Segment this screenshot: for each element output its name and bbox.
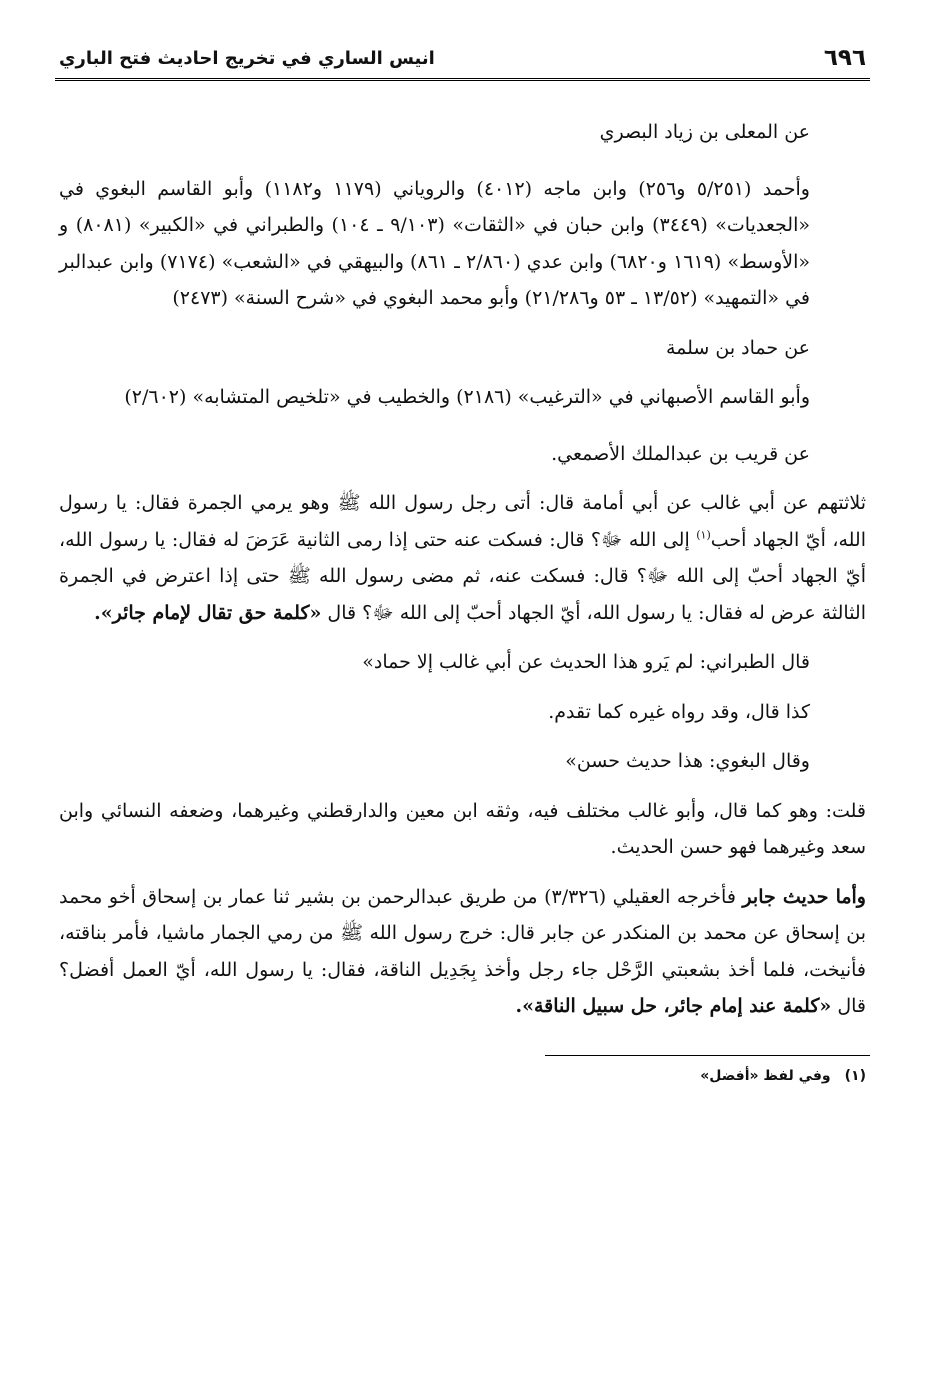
footnote [55, 1068, 870, 1084]
running-header [55, 40, 870, 76]
baghawi-comment: وقال البغوي: هذا حديث حسن» [565, 750, 810, 772]
footnote-text: وفي لفظ «أفضل» [700, 1067, 831, 1084]
hadith-text-part-2: إلى الله ﷻ؟ قال: فسكت عنه حتى إذا رمى الثانية عَرَضَ له فقال: يا رسول الله، أيّ الجهاد أحبّ إلى الله ﷻ؟ قال: فسكت عنه، ثم مضى رسول الله ﷺ حتى إذا اعترض في الجمرة الثالثة عرض له فقال: يا رسول الله، أيّ الجهاد أحبّ إلى الله ﷻ؟ قال [59, 528, 866, 624]
footnote-ref: (١) [696, 528, 711, 542]
jabir-text: فأخرجه العقيلي (٣/٣٢٦) من طريق عبدالرحمن بن بشير ثنا عمار بن إسحاق أخو محمد بن إسحاق عن محمد بن المنكدر عن جابر قال: خرج رسول الله ﷺ من رمي الجمار ماشيا، فأمر بناقته، فأنيخت، فلما أخذ بشعبتي الرَّحْل جاء رجل وأخذ بِجَدِيل الناقة، فقال: يا رسول الله، أيّ العمل أفضل؟ قال [59, 885, 866, 1017]
grading-paragraph: قلت: وهو كما قال، وأبو غالب مختلف فيه، وثقه ابن معين والدارقطني وغيرهما، وضعفه النسائي وابن سعد وغيرهما فهو حسن الحديث. [59, 799, 866, 858]
footnote-rule [545, 1055, 870, 1056]
narrator-line-2: عن حماد بن سلمة [665, 336, 810, 359]
tabarani-comment: قال الطبراني: لم يَرو هذا الحديث عن أبي غالب إلا حماد» [362, 651, 810, 673]
footnote-number: (١) [844, 1067, 866, 1084]
page [55, 40, 870, 1084]
jabir-text-bold: «كلمة عند إمام جائر، حل سبيل الناقة». [515, 995, 832, 1017]
sources-paragraph-2: وأبو القاسم الأصبهاني في «الترغيب» (٢١٨٦) والخطيب في «تلخيص المتشابه» (٢/٦٠٢) [124, 386, 810, 408]
hadith-text-part-1: ثلاثتهم عن أبي غالب عن أبي أمامة قال: أتى رجل رسول الله ﷺ وهو يرمي الجمرة فقال: يا رسول الله، أيّ الجهاد أحب [59, 492, 866, 551]
jabir-heading: وأما حديث جابر [742, 885, 866, 908]
hadith-text-bold: «كلمة حق تقال لإمام جائر». [94, 601, 322, 624]
page-number: ٦٩٦ [823, 45, 866, 71]
sources-paragraph-1: وأحمد (٥/٢٥١ و٢٥٦) وابن ماجه (٤٠١٢) والروياني (١١٧٩ و١١٨٢) وأبو القاسم البغوي في «الجعديات» (٣٤٤٩) وابن حبان في «الثقات» (٩/١٠٣ ـ ١٠٤) والطبراني في «الكبير» (٨٠٨١) و «الأوسط» (١٦١٩ و٦٨٢٠) وابن عدي (٢/٨٦٠ ـ ٨٦١) والبيهقي في «الشعب» (٧١٧٤) وابن عبدالبر في «التمهيد» (١٣/٥٢ ـ ٥٣ و٢١/٢٨٦) وأبو محمد البغوي في «شرح السنة» (٢٤٧٣) [59, 177, 810, 309]
jabir-paragraph [55, 879, 870, 1025]
hadith-text [55, 485, 870, 631]
narrator-line-1: عن المعلى بن زياد البصري [599, 121, 810, 143]
author-comment: كذا قال، وقد رواه غيره كما تقدم. [548, 700, 810, 723]
narrator-line-3: عن قريب بن عبدالملك الأصمعي. [551, 442, 810, 465]
running-title: انيس الساري في تخريج احاديث فتح الباري [59, 47, 435, 69]
